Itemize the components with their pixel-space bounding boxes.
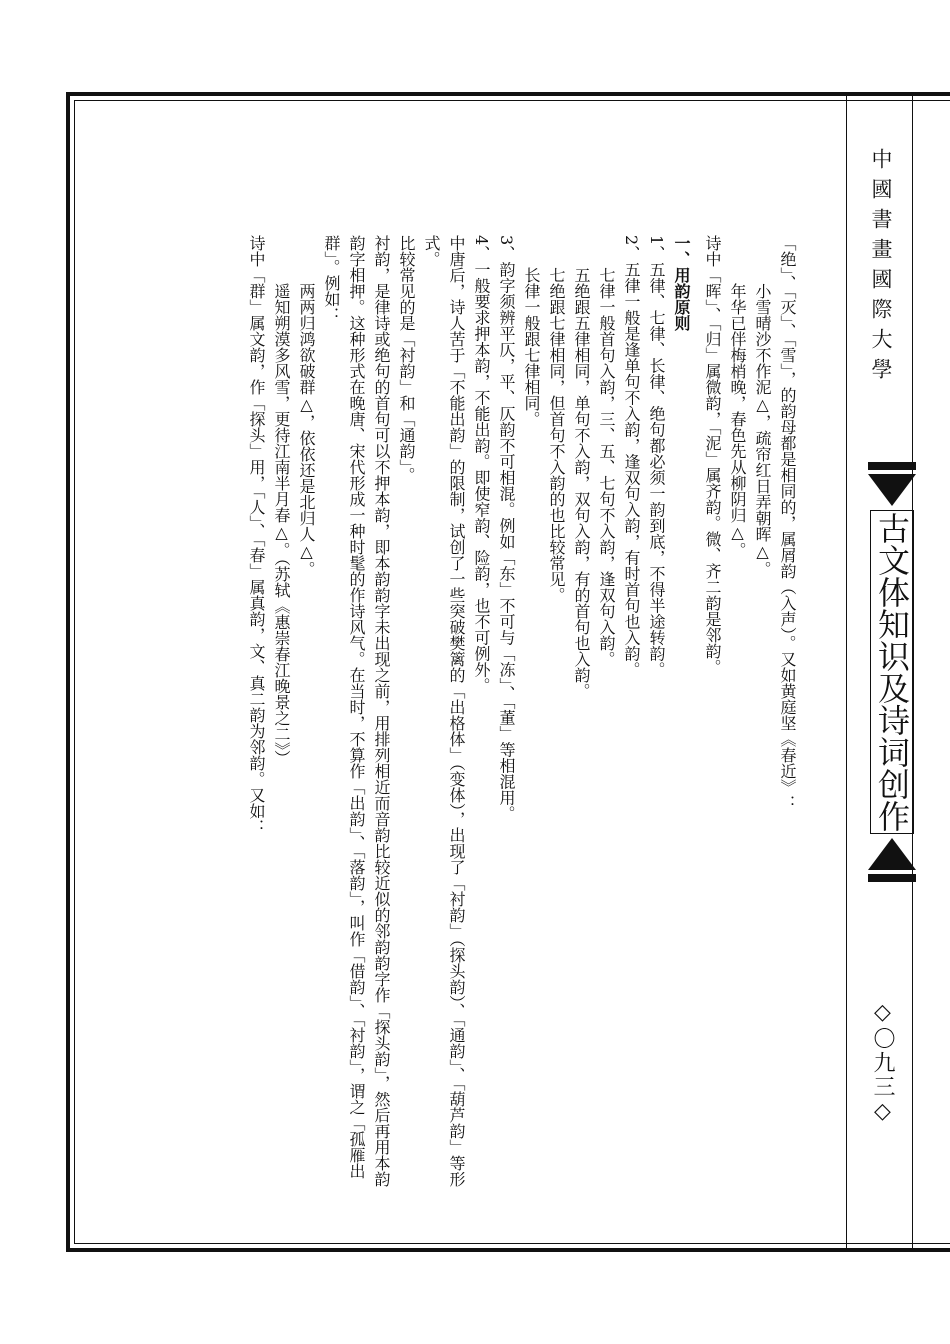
section-title-box: [868, 462, 916, 882]
text-line: 1、五律、七律、长律、绝句都必须一韵到底，不得半途转韵。: [647, 235, 666, 678]
title-arrow-top: [868, 474, 916, 506]
body-text: [130, 235, 800, 1195]
band-divider-left: [846, 96, 847, 1248]
text-line: 3、韵字须辨平仄，平、仄韵不可相混。例如「东」不可与「冻」、「董」等相混用。: [497, 235, 516, 822]
title-bar-bottom: [868, 874, 916, 882]
poem-line: 小雪晴沙不作泥△，疏帘红日弄朝晖△。: [753, 283, 772, 577]
poem-line: 年华已伴梅梢晚，春色先从柳阴归△。: [728, 283, 747, 558]
text-line: 2、五律一般是逢单句不入韵，逢双句入韵，有时首句也入韵。: [622, 235, 641, 678]
text-line: 诗中「群」属文韵，作「探头」用，「人」、「春」属真韵，文、真二韵为邻韵。又如：: [247, 235, 266, 835]
text-line: 衬韵，是律诗或绝句的首句可以不押本韵，即本韵韵字未出现之前，用排列相近而音韵比较近似的邻韵韵字作「探头韵」，然后再用本韵韵字相押。这种形式在晚唐、宋代形成一种时髦的作诗风气。在当时，不算作「出韵」、「落韵」，叫作「借韵」、「衬韵」，谓之「孤雁出群」。例如：: [322, 235, 391, 1187]
heading-principles: 一、用韵原则: [672, 235, 691, 331]
title-bar-top: [868, 462, 916, 470]
poem-line: 遥知朔漠多风雪，更待江南半月春△。（苏轼《惠崇春江晚景之二》）: [272, 283, 291, 766]
text-line: 中唐后，诗人苦于「不能出韵」的限制，试创了一些突破樊篱的「出格体」（变体），出现了「衬韵」（探头韵）、「通韵」、「葫芦韵」等形式。: [422, 235, 466, 1187]
text-line: 诗中「晖」、「归」属微韵，「泥」属齐韵。微、齐二韵是邻韵。: [703, 235, 722, 675]
university-name: 中國書畫國際大學: [869, 148, 893, 388]
text-line: 五绝跟五律相同，单句不入韵，双句入韵，有的首句也入韵。: [572, 267, 591, 699]
section-title: 古文体知识及诗词创作: [870, 510, 914, 834]
text-line: 4、一般要求押本韵，不能出韵。即使窄韵、险韵，也不可例外。: [472, 235, 491, 694]
text-line: 长律一般跟七律相同。: [522, 267, 541, 427]
title-arrow-bottom: [868, 838, 916, 870]
page-number: ◇〇九三◇: [870, 1000, 895, 1126]
text-line: 「绝」、「灭」、「雪」，的韵母都是相同的，属屑韵（入声）。又如黄庭坚《春近》：: [778, 235, 797, 811]
text-line: 七绝跟七律相同，但首句不入韵的也比较常见。: [547, 267, 566, 603]
text-line: 七律一般首句入韵，三、五、七句不入韵，逢双句入韵。: [597, 267, 616, 667]
text-line: 比较常见的是「衬韵」和「通韵」。: [397, 235, 416, 483]
poem-line: 两两归鸿欲破群△，依依还是北归人△。: [297, 283, 316, 577]
